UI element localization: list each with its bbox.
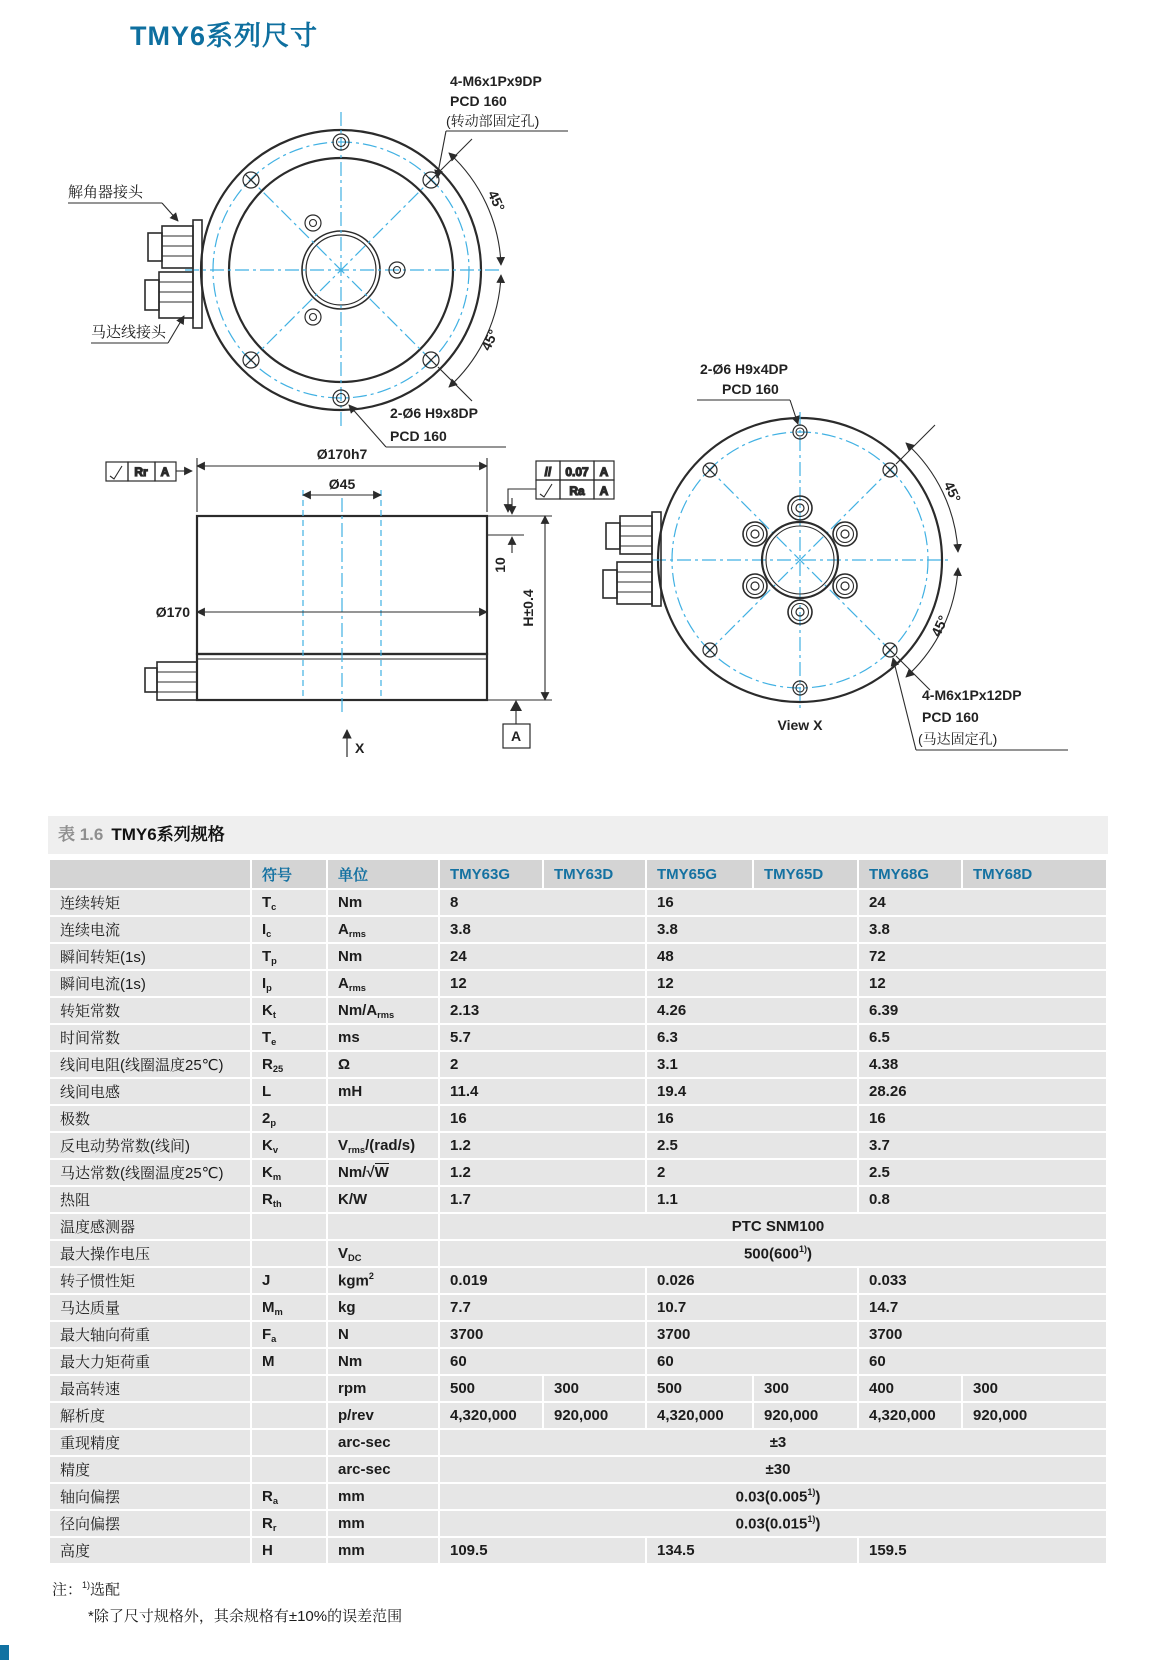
table-notes: [52, 1572, 402, 1630]
spec-cell: 转矩常数: [50, 998, 250, 1023]
spec-cell: 134.5: [647, 1538, 857, 1563]
spec-cell: [328, 1214, 438, 1239]
spec-row: [50, 1052, 1106, 1077]
spec-cell: 瞬间电流(1s): [50, 971, 250, 996]
spec-cell: 0.8: [859, 1187, 1106, 1212]
spec-cell: 4.38: [859, 1052, 1106, 1077]
spec-row: [50, 1484, 1106, 1509]
table-caption-text: TMY6系列规格: [111, 825, 225, 844]
spec-cell: 转子惯性矩: [50, 1268, 250, 1293]
spec-cell: mH: [328, 1079, 438, 1104]
spec-cell: 0.03(0.005$^{1)}$): [440, 1484, 1106, 1509]
spec-row: [50, 1538, 1106, 1563]
spec-cell: $V_{rms}/(rad/s)$: [328, 1133, 438, 1158]
spec-cell: 2.5: [647, 1133, 857, 1158]
side-connector: [145, 662, 197, 700]
spec-cell: H: [252, 1538, 326, 1563]
spec-cell: Nm: [328, 1349, 438, 1374]
spec-cell: 14.7: [859, 1295, 1106, 1320]
spec-cell: [252, 1430, 326, 1455]
spec-cell: 60: [859, 1349, 1106, 1374]
spec-row: [50, 1187, 1106, 1212]
spec-cell: [252, 1214, 326, 1239]
spec-cell: 1.1: [647, 1187, 857, 1212]
spec-row: [50, 1511, 1106, 1536]
spec-table-header-row: [50, 860, 1106, 888]
spec-cell: L: [252, 1079, 326, 1104]
spec-cell: $T_c$: [252, 890, 326, 915]
header-cell-model: TMY63G: [440, 860, 542, 888]
spec-cell: kgm$^2$: [328, 1268, 438, 1293]
spec-cell: arc-sec: [328, 1430, 438, 1455]
spec-cell: 7.7: [440, 1295, 645, 1320]
spec-cell: 3.8: [647, 917, 857, 942]
fcf-runout: [106, 462, 192, 481]
dim-height: H±0.4: [520, 589, 536, 627]
spec-cell: arc-sec: [328, 1457, 438, 1482]
fcf-surface: [508, 480, 614, 512]
spec-cell: 19.4: [647, 1079, 857, 1104]
page-title: TMY6系列尺寸: [130, 21, 319, 51]
svg-text:Rr: Rr: [134, 465, 148, 479]
spec-cell: J: [252, 1268, 326, 1293]
spec-cell: $R_{th}$: [252, 1187, 326, 1212]
spec-row: [50, 1322, 1106, 1347]
spec-cell: [252, 1241, 326, 1266]
resolver-connector: [148, 220, 202, 328]
spec-cell: $Nm/A_{rms}$: [328, 998, 438, 1023]
svg-text:(转动部固定孔): (转动部固定孔): [446, 113, 540, 129]
fcf-parallel: [536, 461, 614, 480]
spec-cell: $K_t$: [252, 998, 326, 1023]
spec-cell: 6.5: [859, 1025, 1106, 1050]
spec-cell: 4,320,000: [859, 1403, 961, 1428]
spec-cell: $R_{25}$: [252, 1052, 326, 1077]
spec-row: [50, 971, 1106, 996]
svg-text:PCD 160: PCD 160: [922, 709, 979, 725]
surface-finish-icon: [110, 466, 122, 479]
motor-holes-callout: [893, 658, 1068, 750]
spec-cell: Ω: [328, 1052, 438, 1077]
header-cell: [50, 860, 250, 888]
spec-row: [50, 1295, 1106, 1320]
view-x: [603, 361, 1068, 750]
spec-cell: 12: [440, 971, 645, 996]
svg-text:PCD 160: PCD 160: [390, 428, 447, 444]
page-corner-mark: [0, 1645, 9, 1660]
spec-cell: PTC SNM100: [440, 1214, 1106, 1239]
spec-row: [50, 944, 1106, 969]
spec-cell: N: [328, 1322, 438, 1347]
spec-cell: 24: [859, 890, 1106, 915]
spec-cell: [252, 1403, 326, 1428]
motor-connector: [145, 272, 193, 318]
spec-cell: $2_p$: [252, 1106, 326, 1131]
spec-cell: 0.026: [647, 1268, 857, 1293]
spec-cell: mm: [328, 1484, 438, 1509]
spec-cell: 500(600$^{1)}$): [440, 1241, 1106, 1266]
spec-cell: 连续电流: [50, 917, 250, 942]
spec-cell: Nm/√W: [328, 1160, 438, 1185]
spec-cell: 16: [859, 1106, 1106, 1131]
svg-text:PCD 160: PCD 160: [722, 381, 779, 397]
spec-cell: 径向偏摆: [50, 1511, 250, 1536]
spec-cell: mm: [328, 1511, 438, 1536]
motor-connector-label: 马达线接头: [91, 324, 167, 341]
spec-row: [50, 1430, 1106, 1455]
header-cell-model: TMY68G: [859, 860, 961, 888]
motor-connector: [603, 562, 652, 604]
spec-cell: 4.26: [647, 998, 857, 1023]
spec-cell: 10.7: [647, 1295, 857, 1320]
spec-row: [50, 1403, 1106, 1428]
spec-cell: M: [252, 1349, 326, 1374]
dim-outer-dia: Ø170: [155, 604, 190, 620]
spec-cell: 3700: [647, 1322, 857, 1347]
header-cell-model: TMY63D: [544, 860, 645, 888]
spec-cell: 16: [440, 1106, 645, 1131]
spec-row: [50, 1214, 1106, 1239]
spec-cell: 2.5: [859, 1160, 1106, 1185]
spec-cell: 高度: [50, 1538, 250, 1563]
spec-cell: [252, 1376, 326, 1401]
spec-cell: 0.019: [440, 1268, 645, 1293]
spec-cell: p/rev: [328, 1403, 438, 1428]
spec-row: [50, 1106, 1106, 1131]
datum-a: [503, 700, 530, 748]
spec-cell: 2.13: [440, 998, 645, 1023]
note-option: 注：$^{1)}$选配: [52, 1580, 121, 1599]
spec-cell: 3.8: [859, 917, 1106, 942]
spec-cell: K/W: [328, 1187, 438, 1212]
spec-row: [50, 1133, 1106, 1158]
spec-cell: 11.4: [440, 1079, 645, 1104]
spec-row: [50, 1457, 1106, 1482]
header-cell-model: TMY68D: [963, 860, 1106, 888]
spec-cell: 最高转速: [50, 1376, 250, 1401]
svg-text:A: A: [160, 465, 170, 479]
spec-cell: $M_m$: [252, 1295, 326, 1320]
spec-cell: 920,000: [963, 1403, 1106, 1428]
spec-cell: 最大轴向荷重: [50, 1322, 250, 1347]
spec-cell: Nm: [328, 944, 438, 969]
spec-cell: [328, 1106, 438, 1131]
spec-cell: 线间电感: [50, 1079, 250, 1104]
spec-row: [50, 1241, 1106, 1266]
spec-cell: 3.1: [647, 1052, 857, 1077]
spec-cell: 热阻: [50, 1187, 250, 1212]
spec-cell: ±3: [440, 1430, 1106, 1455]
spec-cell: 28.26: [859, 1079, 1106, 1104]
svg-text:45°: 45°: [940, 478, 965, 505]
spec-cell: 2: [647, 1160, 857, 1185]
spec-cell: [252, 1457, 326, 1482]
spec-cell: rpm: [328, 1376, 438, 1401]
spec-cell: 3700: [859, 1322, 1106, 1347]
spec-cell: ±30: [440, 1457, 1106, 1482]
spec-row: [50, 1376, 1106, 1401]
header-cell-model: TMY65D: [754, 860, 857, 888]
svg-text:A: A: [510, 728, 522, 744]
spec-cell: 48: [647, 944, 857, 969]
side-view: [106, 446, 614, 757]
spec-cell: 解析度: [50, 1403, 250, 1428]
rotor-holes-callout: [437, 73, 568, 178]
spec-cell: 0.033: [859, 1268, 1106, 1293]
svg-text:2-Ø6 H9x8DP: 2-Ø6 H9x8DP: [390, 405, 478, 421]
table-number: 表 1.6: [58, 825, 104, 844]
spec-cell: $K_m$: [252, 1160, 326, 1185]
spec-cell: $I_p$: [252, 971, 326, 996]
spec-cell: 最大力矩荷重: [50, 1349, 250, 1374]
spec-cell: 2: [440, 1052, 645, 1077]
header-cell: 单位: [328, 860, 438, 888]
spec-cell: 3.7: [859, 1133, 1106, 1158]
spec-row: [50, 1160, 1106, 1185]
spec-cell: ms: [328, 1025, 438, 1050]
svg-text:2-Ø6 H9x4DP: 2-Ø6 H9x4DP: [700, 361, 788, 377]
spec-cell: 159.5: [859, 1538, 1106, 1563]
svg-text:A: A: [599, 484, 609, 498]
spec-cell: 16: [647, 890, 857, 915]
spec-cell: $F_a$: [252, 1322, 326, 1347]
spec-cell: 8: [440, 890, 645, 915]
spec-cell: $T_e$: [252, 1025, 326, 1050]
spec-cell: mm: [328, 1538, 438, 1563]
table-caption: [48, 816, 1108, 854]
svg-text:45°: 45°: [484, 187, 509, 214]
spec-row: [50, 917, 1106, 942]
spec-cell: 16: [647, 1106, 857, 1131]
dim-plate: 10: [492, 557, 508, 573]
svg-text:Ra: Ra: [569, 484, 585, 498]
spec-cell: 300: [963, 1376, 1106, 1401]
spec-cell: 60: [647, 1349, 857, 1374]
spec-cell: 500: [647, 1376, 752, 1401]
spec-cell: 6.39: [859, 998, 1106, 1023]
dimension-drawing: [0, 0, 1156, 812]
spec-cell: $T_p$: [252, 944, 326, 969]
spec-cell: 3700: [440, 1322, 645, 1347]
surface-finish-icon: [540, 484, 552, 497]
svg-text:PCD 160: PCD 160: [450, 93, 507, 109]
dim-outer-dia-fit: Ø170h7: [316, 446, 368, 462]
spec-row: [50, 890, 1106, 915]
spec-cell: $R_r$: [252, 1511, 326, 1536]
spec-cell: $V_{DC}$: [328, 1241, 438, 1266]
pin-holes-callout: [697, 361, 798, 424]
spec-cell: 4,320,000: [440, 1403, 542, 1428]
spec-cell: 瞬间转矩(1s): [50, 944, 250, 969]
spec-cell: 4,320,000: [647, 1403, 752, 1428]
svg-text:4-M6x1Px12DP: 4-M6x1Px12DP: [922, 687, 1022, 703]
svg-text:0.07: 0.07: [565, 465, 589, 479]
header-cell: 符号: [252, 860, 326, 888]
spec-cell: kg: [328, 1295, 438, 1320]
spec-cell: 12: [859, 971, 1106, 996]
spec-row: [50, 1268, 1106, 1293]
spec-cell: 时间常数: [50, 1025, 250, 1050]
spec-cell: 12: [647, 971, 857, 996]
svg-text:4-M6x1Px9DP: 4-M6x1Px9DP: [450, 73, 542, 89]
spec-cell: 72: [859, 944, 1106, 969]
spec-cell: 最大操作电压: [50, 1241, 250, 1266]
spec-cell: 500: [440, 1376, 542, 1401]
top-view: [68, 73, 568, 447]
spec-cell: 重现精度: [50, 1430, 250, 1455]
spec-cell: 300: [754, 1376, 857, 1401]
spec-cell: 1.7: [440, 1187, 645, 1212]
spec-cell: 3.8: [440, 917, 645, 942]
spec-cell: 920,000: [544, 1403, 645, 1428]
spec-cell: 400: [859, 1376, 961, 1401]
spec-cell: 1.2: [440, 1133, 645, 1158]
spec-table: [48, 858, 1108, 1565]
spec-cell: 5.7: [440, 1025, 645, 1050]
spec-cell: 920,000: [754, 1403, 857, 1428]
pin-holes-callout: [349, 405, 506, 447]
spec-cell: $A_{rms}$: [328, 971, 438, 996]
spec-row: [50, 1079, 1106, 1104]
spec-cell: 马达常数(线圈温度25℃): [50, 1160, 250, 1185]
svg-text:45°: 45°: [477, 326, 502, 353]
svg-text:A: A: [599, 465, 609, 479]
spec-cell: 线间电阻(线圈温度25℃): [50, 1052, 250, 1077]
header-cell-model: TMY65G: [647, 860, 752, 888]
svg-text:45°: 45°: [927, 612, 952, 639]
spec-cell: 轴向偏摆: [50, 1484, 250, 1509]
spec-cell: 精度: [50, 1457, 250, 1482]
spec-cell: 极数: [50, 1106, 250, 1131]
note-tolerance: *除了尺寸规格外，其余规格有±10%的误差范围: [88, 1608, 403, 1626]
dim-bore-dia: Ø45: [328, 476, 356, 492]
spec-cell: 6.3: [647, 1025, 857, 1050]
spec-cell: 109.5: [440, 1538, 645, 1563]
svg-text://: //: [544, 465, 552, 479]
spec-cell: $A_{rms}$: [328, 917, 438, 942]
svg-text:(马达固定孔): (马达固定孔): [918, 731, 998, 747]
resolver-connector-label: 解角器接头: [68, 184, 144, 201]
spec-cell: 1.2: [440, 1160, 645, 1185]
spec-cell: Nm: [328, 890, 438, 915]
spec-cell: 300: [544, 1376, 645, 1401]
spec-cell: $K_v$: [252, 1133, 326, 1158]
spec-cell: $R_a$: [252, 1484, 326, 1509]
spec-cell: 温度感测器: [50, 1214, 250, 1239]
spec-cell: 反电动势常数(线间): [50, 1133, 250, 1158]
spec-cell: 0.03(0.015$^{1)}$): [440, 1511, 1106, 1536]
spec-row: [50, 1349, 1106, 1374]
view-x-label: View X: [777, 717, 823, 733]
spec-cell: 24: [440, 944, 645, 969]
spec-cell: 连续转矩: [50, 890, 250, 915]
axis-x-label: X: [355, 740, 365, 756]
spec-row: [50, 1025, 1106, 1050]
spec-row: [50, 998, 1106, 1023]
spec-cell: 60: [440, 1349, 645, 1374]
spec-cell: $I_c$: [252, 917, 326, 942]
spec-cell: 马达质量: [50, 1295, 250, 1320]
